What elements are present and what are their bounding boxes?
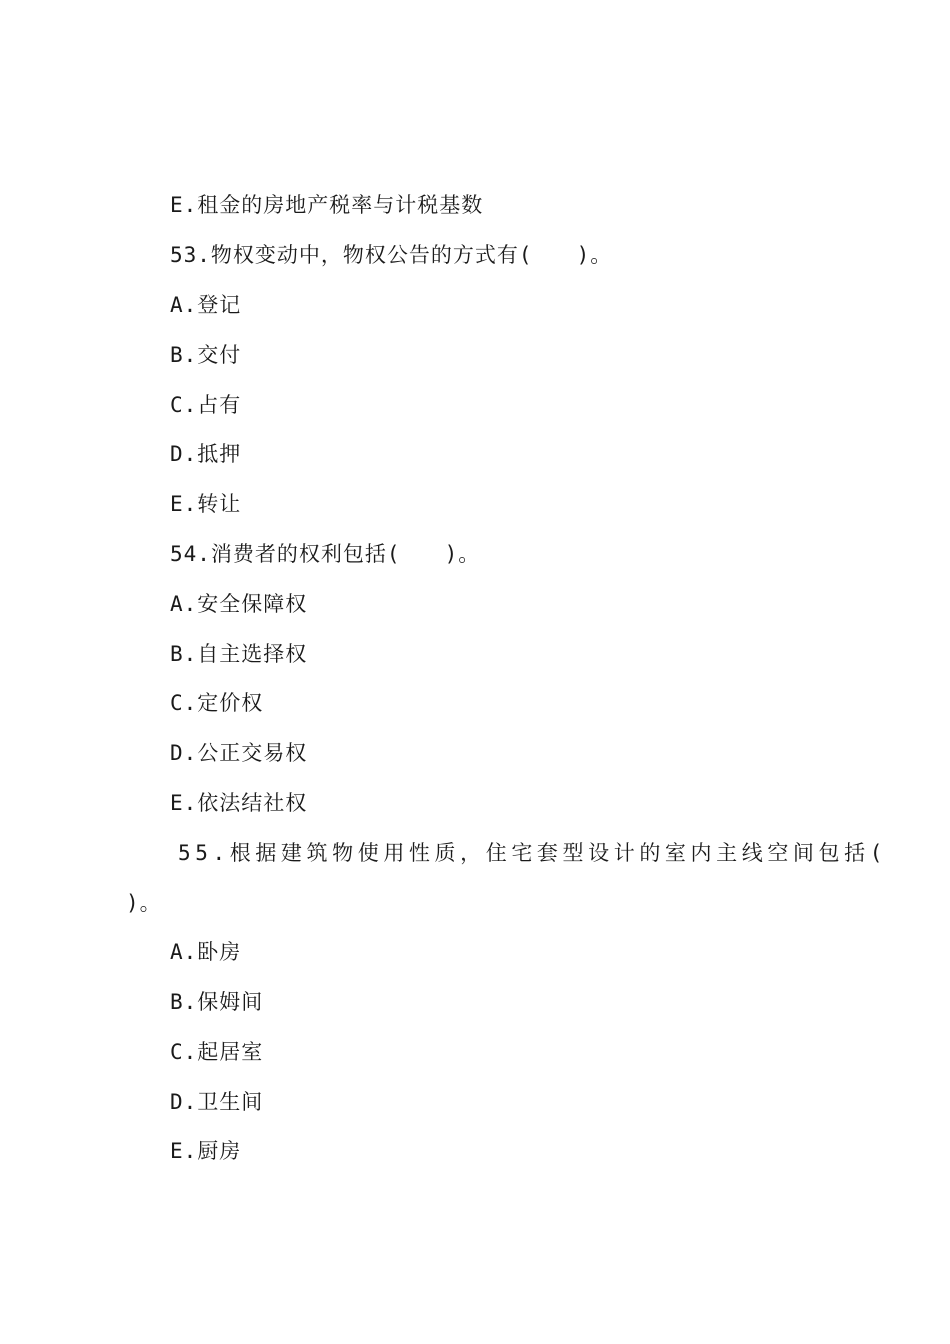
option-line: E.租金的房地产税率与计税基数 xyxy=(170,193,484,217)
option-line: B.保姆间 xyxy=(170,990,264,1014)
option-line: C.占有 xyxy=(170,393,242,417)
option-line: B.交付 xyxy=(170,343,242,367)
option-line: D.公正交易权 xyxy=(170,741,308,765)
option-line: A.卧房 xyxy=(170,940,242,964)
question-line: 55.根据建筑物使用性质，住宅套型设计的室内主线空间包括( xyxy=(178,841,887,865)
option-line: B.自主选择权 xyxy=(170,642,308,666)
option-line: A.登记 xyxy=(170,293,242,317)
option-line: C.定价权 xyxy=(170,691,264,715)
option-line: C.起居室 xyxy=(170,1040,264,1064)
option-line: E.依法结社权 xyxy=(170,791,308,815)
option-line: E.转让 xyxy=(170,492,242,516)
question-line: 53.物权变动中，物权公告的方式有( )。 xyxy=(170,243,613,267)
option-line: E.厨房 xyxy=(170,1139,242,1163)
question-continuation: )。 xyxy=(126,891,162,915)
question-line: 54.消费者的权利包括( )。 xyxy=(170,542,481,566)
option-line: A.安全保障权 xyxy=(170,592,308,616)
option-line: D.抵押 xyxy=(170,442,242,466)
option-line: D.卫生间 xyxy=(170,1090,264,1114)
